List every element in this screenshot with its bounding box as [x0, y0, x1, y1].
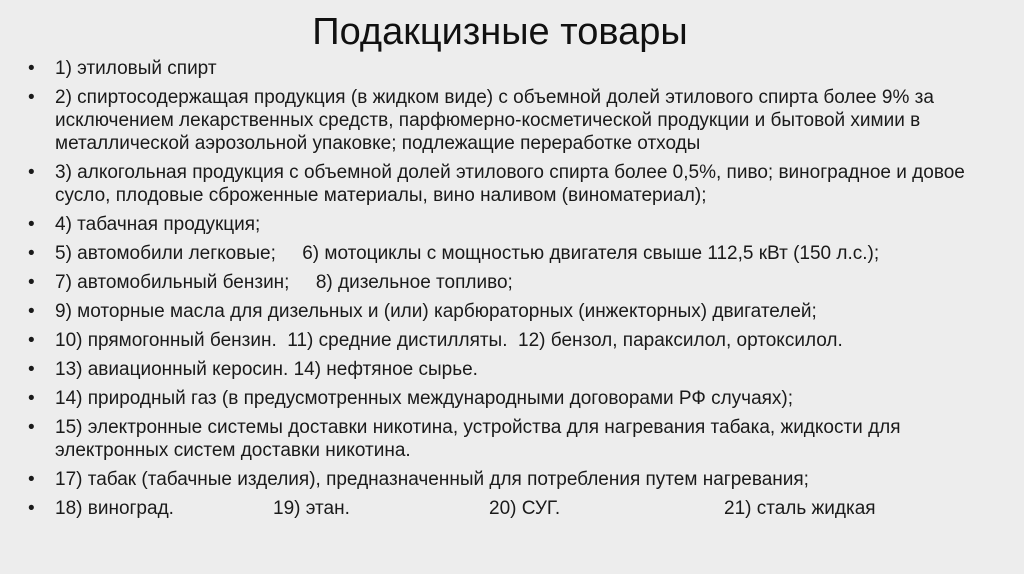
bullet-icon: •: [28, 87, 35, 108]
list-item: [28, 271, 988, 294]
bullet-icon: •: [28, 417, 35, 438]
bullet-icon: •: [28, 359, 35, 380]
goods-list: [28, 57, 988, 526]
list-item-text: 19) этан.: [273, 498, 350, 519]
bullet-icon: •: [28, 162, 35, 183]
list-item: [28, 387, 988, 410]
list-item: [28, 57, 988, 80]
list-item: [28, 358, 988, 381]
bullet-icon: •: [28, 301, 35, 322]
bullet-icon: •: [28, 330, 35, 351]
bullet-icon: •: [28, 388, 35, 409]
list-item-text: 3) алкогольная продукция с объемной долей этилового спирта более 0,5%, пиво; виноградное и довое сусло, плодовые сброженные материалы, вино наливом (виноматериал);: [55, 162, 965, 206]
list-item-text: 9) моторные масла для дизельных и (или) карбюраторных (инжекторных) двигателей;: [55, 301, 817, 322]
list-item: [28, 213, 988, 236]
list-item: [28, 329, 988, 352]
list-item-text: 7) автомобильный бензин; 8) дизельное топливо;: [55, 272, 513, 293]
slide-title: Подакцизные товары: [312, 11, 688, 53]
list-item-columns: [55, 497, 988, 520]
list-item-text: 4) табачная продукция;: [55, 214, 261, 235]
list-item: [28, 300, 988, 323]
list-item: [28, 86, 988, 155]
list-item: [28, 497, 988, 520]
bullet-icon: •: [28, 214, 35, 235]
list-item: [28, 468, 988, 491]
bullet-icon: •: [28, 243, 35, 264]
bullet-icon: •: [28, 498, 35, 519]
list-item: [28, 416, 988, 462]
list-item-text: 10) прямогонный бензин. 11) средние дистилляты. 12) бензол, параксилол, ортоксилол.: [55, 330, 843, 351]
list-item-text: 21) сталь жидкая: [724, 498, 876, 519]
list-item-text: 2) спиртосодержащая продукция (в жидком виде) с объемной долей этилового спирта более 9% за исключением лекарственных средств, парфюмерно-косметической продукции и бытовой химии в металлической аэрозольной упаковке; подлежащие переработке отходы: [55, 87, 934, 154]
list-item-text: 18) виноград.: [55, 498, 174, 519]
bullet-icon: •: [28, 469, 35, 490]
list-item-text: 17) табак (табачные изделия), предназначенный для потребления путем нагревания;: [55, 469, 809, 490]
list-item: [28, 242, 988, 265]
list-item-text: 20) СУГ.: [489, 498, 561, 519]
bullet-icon: •: [28, 58, 35, 79]
list-item-text: 5) автомобили легковые; 6) мотоциклы с мощностью двигателя свыше 112,5 кВт (150 л.с.);: [55, 243, 880, 264]
list-item: [28, 161, 988, 207]
list-item-text: 13) авиационный керосин. 14) нефтяное сырье.: [55, 359, 478, 380]
list-item-text: 1) этиловый спирт: [55, 58, 217, 79]
bullet-icon: •: [28, 272, 35, 293]
list-item-text: 14) природный газ (в предусмотренных международными договорами РФ случаях);: [55, 388, 794, 409]
list-item-text: 15) электронные системы доставки никотина, устройства для нагревания табака, жидкости для электронных систем доставки никотина.: [55, 417, 901, 461]
